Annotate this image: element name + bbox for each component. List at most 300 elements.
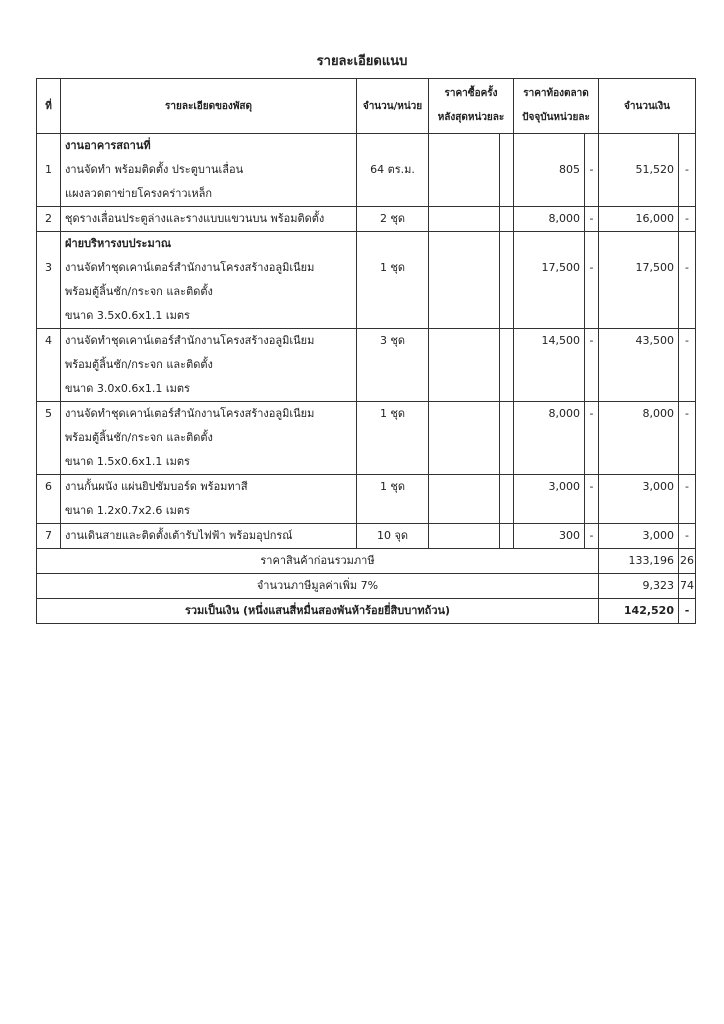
row-last-price-text (429, 353, 495, 377)
row-market-price (514, 499, 585, 524)
row-qty-text (357, 353, 428, 377)
header-last-price-line1: ราคาซื้อครั้ง (444, 88, 498, 99)
row-detail-line-text: งานจัดทำ พร้อมติดตั้ง ประตูบานเลื่อน (65, 163, 244, 176)
row-qty (357, 402, 429, 427)
row-number-text (37, 450, 60, 474)
row-detail-line (61, 450, 357, 475)
row-amount-satang-text (679, 499, 695, 523)
row-number-text (37, 182, 60, 206)
row-detail-line-text: ขนาด 1.5x0.6x1.1 เมตร (65, 455, 190, 468)
header-qty: จำนวน/หน่วย (357, 79, 429, 134)
row-number (37, 524, 61, 549)
row-amount (599, 207, 679, 232)
row-detail-line-text: งานจัดทำชุดเคาน์เตอร์สำนักงานโครงสร้างอลูมิเนียม (65, 407, 315, 420)
subtotal-value: 133,196 (599, 549, 679, 574)
row-market-satang (585, 256, 599, 280)
row-qty-text (357, 304, 428, 328)
header-last-price (429, 79, 514, 134)
row-detail-line (61, 158, 357, 182)
row-qty-text (357, 499, 428, 523)
row-detail-line (61, 182, 357, 207)
row-last-price (429, 426, 500, 450)
row-last-price (429, 377, 500, 402)
row-amount (599, 304, 679, 329)
row-number (37, 475, 61, 500)
header-market-price-line2: ปัจจุบันหน่วยละ (522, 112, 590, 123)
row-market-satang (585, 134, 599, 159)
row-amount-satang (679, 207, 696, 232)
row-number-text: 4 (45, 334, 52, 347)
row-market-price (514, 182, 585, 207)
row-last-price-satang-text (500, 207, 513, 231)
row-detail-line-text: ขนาด 1.2x0.7x2.6 เมตร (65, 504, 190, 517)
row-heading (61, 232, 357, 257)
row-detail-line (61, 304, 357, 329)
row-last-price-text (429, 256, 495, 280)
row-market-price-text: 805 (559, 163, 580, 176)
row-last-price-satang-text (500, 158, 513, 182)
row-market-price (514, 524, 585, 549)
row-last-price-text (429, 280, 495, 304)
row-last-price (429, 450, 500, 475)
items-table (36, 78, 696, 624)
row-amount-text: 3,000 (642, 529, 674, 542)
row-number-text (37, 353, 60, 377)
row-amount-satang (679, 304, 696, 329)
row-last-price (429, 256, 500, 280)
row-detail-line-text: พร้อมตู้ลิ้นชัก/กระจก และติดตั้ง (65, 358, 213, 371)
row-market-price-text (514, 232, 580, 256)
row-market-price (514, 304, 585, 329)
row-last-price-satang-text (500, 426, 513, 450)
row-market-satang-text (585, 232, 598, 256)
row-detail-line-text: งานเดินสายและติดตั้งเต้ารับไฟฟ้า พร้อมอุปกรณ์ (65, 529, 293, 542)
row-last-price-satang (500, 134, 514, 159)
row-amount-text: 8,000 (642, 407, 674, 420)
row-detail-line-text: ขนาด 3.5x0.6x1.1 เมตร (65, 309, 190, 322)
row-amount (599, 232, 679, 257)
row-number-text: 3 (45, 261, 52, 274)
row-market-price (514, 158, 585, 182)
row-last-price-satang-text (500, 353, 513, 377)
total-row (37, 599, 696, 624)
row-market-price (514, 475, 585, 500)
row-amount-satang-text (679, 304, 695, 328)
row-market-satang-text: - (589, 261, 594, 274)
row-amount-text (599, 426, 674, 450)
header-no: ที่ (37, 79, 61, 134)
row-last-price-satang (500, 524, 514, 549)
row-detail-line (61, 402, 357, 427)
row-market-price-text: 8,000 (548, 212, 580, 225)
row-qty (357, 524, 429, 549)
row-market-price-text (514, 280, 580, 304)
row-detail-line (61, 426, 357, 450)
row-amount-satang-text: - (685, 261, 689, 274)
row-last-price-satang-text (500, 182, 513, 206)
table-row (37, 280, 696, 304)
row-amount (599, 377, 679, 402)
row-amount-satang-text (679, 426, 695, 450)
row-last-price-satang-text (500, 499, 513, 523)
row-last-price-satang-text (500, 134, 513, 158)
row-number (37, 158, 61, 182)
header-market-price (514, 79, 599, 134)
row-detail-line-text: งานจัดทำชุดเคาน์เตอร์สำนักงานโครงสร้างอลูมิเนียม (65, 334, 315, 347)
row-market-price (514, 256, 585, 280)
row-market-satang (585, 207, 599, 232)
row-detail-line (61, 353, 357, 377)
row-amount-text (599, 499, 674, 523)
row-detail-line-text: งานกั้นผนัง แผ่นยิปซัมบอร์ด พร้อมทาสี (65, 480, 248, 493)
row-market-price-text (514, 182, 580, 206)
row-market-price-text (514, 353, 580, 377)
row-market-satang (585, 158, 599, 182)
row-heading-text: ฝ่ายบริหารงบประมาณ (65, 237, 172, 250)
row-qty-text (357, 134, 428, 158)
row-qty-text: 64 ตร.ม. (370, 163, 415, 176)
row-last-price-satang-text (500, 377, 513, 401)
row-qty (357, 280, 429, 304)
row-number-text (37, 232, 60, 256)
row-detail-line (61, 499, 357, 524)
subtotal-row (37, 549, 696, 574)
row-market-price (514, 353, 585, 377)
row-last-price-satang-text (500, 450, 513, 474)
row-qty (357, 232, 429, 257)
row-market-satang-text (585, 134, 598, 158)
row-amount (599, 256, 679, 280)
row-amount-satang-text (679, 182, 695, 206)
row-amount (599, 450, 679, 475)
row-last-price-text (429, 304, 495, 328)
row-qty (357, 182, 429, 207)
row-number-text: 7 (45, 529, 52, 542)
row-amount-satang (679, 426, 696, 450)
table-row (37, 524, 696, 549)
row-qty-text (357, 426, 428, 450)
row-number-text (37, 377, 60, 401)
row-last-price-text (429, 232, 495, 256)
row-last-price (429, 304, 500, 329)
row-last-price-satang-text (500, 256, 513, 280)
row-number-text (37, 134, 60, 158)
vat-value: 9,323 (599, 574, 679, 599)
row-qty-text (357, 182, 428, 206)
row-market-satang-text: - (589, 529, 594, 542)
row-market-price-text (514, 499, 580, 523)
row-market-price (514, 134, 585, 159)
row-last-price (429, 207, 500, 232)
row-number (37, 304, 61, 329)
row-amount-satang-text (679, 134, 695, 158)
row-amount-satang (679, 280, 696, 304)
row-qty (357, 329, 429, 354)
row-qty (357, 499, 429, 524)
row-qty (357, 134, 429, 159)
row-market-satang (585, 304, 599, 329)
row-amount-text (599, 450, 674, 474)
table-row (37, 402, 696, 427)
row-market-price-text: 8,000 (548, 407, 580, 420)
row-last-price-satang-text (500, 475, 513, 499)
row-last-price-satang (500, 402, 514, 427)
row-market-satang (585, 353, 599, 377)
row-amount-satang (679, 499, 696, 524)
row-market-price-text: 17,500 (541, 261, 580, 274)
row-amount-satang-text (679, 353, 695, 377)
row-number-text (37, 426, 60, 450)
row-amount (599, 426, 679, 450)
row-amount-satang-text: - (685, 529, 689, 542)
table-row (37, 499, 696, 524)
table-header-row (37, 79, 696, 134)
row-number-text: 2 (45, 212, 52, 225)
row-number (37, 207, 61, 232)
row-last-price-text (429, 450, 495, 474)
vat-row (37, 574, 696, 599)
row-number (37, 182, 61, 207)
row-market-satang (585, 280, 599, 304)
row-market-satang-text (585, 377, 598, 401)
row-market-price-text (514, 450, 580, 474)
row-last-price-satang (500, 280, 514, 304)
row-number-text: 6 (45, 480, 52, 493)
row-amount-text (599, 280, 674, 304)
table-row (37, 304, 696, 329)
header-detail: รายละเอียดของพัสดุ (61, 79, 357, 134)
row-amount (599, 402, 679, 427)
header-market-price-line1: ราคาท้องตลาด (523, 88, 589, 99)
row-amount (599, 280, 679, 304)
row-amount (599, 353, 679, 377)
row-market-price-text (514, 304, 580, 328)
table-row (37, 256, 696, 280)
row-market-satang (585, 232, 599, 257)
row-amount (599, 524, 679, 549)
row-detail-line-text: แผงลวดตาข่ายโครงคร่าวเหล็ก (65, 187, 213, 200)
row-amount-text: 3,000 (642, 480, 674, 493)
row-market-price (514, 329, 585, 354)
row-last-price-text (429, 475, 495, 499)
row-market-satang (585, 402, 599, 427)
row-last-price (429, 524, 500, 549)
table-row (37, 426, 696, 450)
row-number (37, 450, 61, 475)
row-last-price-satang-text (500, 232, 513, 256)
row-market-satang-text (585, 353, 598, 377)
row-market-price-text: 3,000 (548, 480, 580, 493)
row-last-price (429, 475, 500, 500)
row-number (37, 499, 61, 524)
row-market-satang-text (585, 499, 598, 523)
row-amount-satang (679, 256, 696, 280)
row-last-price (429, 353, 500, 377)
row-number-text: 1 (45, 163, 52, 176)
row-last-price-text (429, 134, 495, 158)
row-amount-satang (679, 134, 696, 159)
row-amount-satang-text: - (685, 334, 689, 347)
row-qty-text: 3 ชุด (379, 334, 406, 347)
row-detail-line-text: พร้อมตู้ลิ้นชัก/กระจก และติดตั้ง (65, 431, 213, 444)
row-amount (599, 182, 679, 207)
table-row (37, 134, 696, 159)
row-qty-text: 2 ชุด (379, 212, 406, 225)
row-detail-line (61, 256, 357, 280)
row-last-price-text (429, 158, 495, 182)
row-market-price (514, 377, 585, 402)
row-number-text (37, 280, 60, 304)
row-amount-satang (679, 232, 696, 257)
row-last-price (429, 182, 500, 207)
row-detail-line-text: ชุดรางเลื่อนประตูล่างและรางแบบแขวนบน พร้อมติดตั้ง (65, 212, 325, 225)
row-amount-satang (679, 158, 696, 182)
row-market-satang (585, 377, 599, 402)
row-last-price-text (429, 329, 495, 353)
row-qty-text: 1 ชุด (379, 261, 406, 274)
table-row (37, 377, 696, 402)
table-body (37, 134, 696, 549)
row-market-satang-text (585, 182, 598, 206)
row-number-text (37, 304, 60, 328)
row-market-satang (585, 450, 599, 475)
row-market-satang (585, 329, 599, 354)
row-amount-satang (679, 182, 696, 207)
row-last-price (429, 232, 500, 257)
row-amount-satang (679, 475, 696, 500)
row-market-satang (585, 426, 599, 450)
row-amount-satang (679, 353, 696, 377)
row-last-price-text (429, 524, 495, 548)
row-qty (357, 256, 429, 280)
row-market-satang (585, 182, 599, 207)
row-qty (357, 426, 429, 450)
row-market-satang-text (585, 304, 598, 328)
table-row (37, 475, 696, 500)
row-last-price-satang (500, 475, 514, 500)
row-qty-text: 1 ชุด (379, 480, 406, 493)
row-amount-satang-text: - (685, 480, 689, 493)
row-last-price-satang-text (500, 402, 513, 426)
row-number (37, 134, 61, 159)
row-heading-text: งานอาคารสถานที่ (65, 139, 151, 152)
row-amount-satang (679, 450, 696, 475)
row-last-price (429, 499, 500, 524)
row-market-price-text (514, 426, 580, 450)
row-last-price-satang-text (500, 304, 513, 328)
row-market-satang-text (585, 450, 598, 474)
subtotal-satang: 26 (679, 549, 696, 574)
row-market-price (514, 402, 585, 427)
row-last-price-text (429, 182, 495, 206)
row-detail-line-text: ขนาด 3.0x0.6x1.1 เมตร (65, 382, 190, 395)
row-qty (357, 450, 429, 475)
document-title: รายละเอียดแนบ (316, 54, 408, 69)
row-number-text (37, 499, 60, 523)
row-market-satang (585, 499, 599, 524)
row-amount-text: 16,000 (635, 212, 674, 225)
row-detail-line-text: พร้อมตู้ลิ้นชัก/กระจก และติดตั้ง (65, 285, 213, 298)
row-qty-text (357, 450, 428, 474)
vat-label: จำนวนภาษีมูลค่าเพิ่ม 7% (37, 574, 599, 599)
row-qty-text: 10 จุด (376, 529, 409, 542)
row-amount-text (599, 304, 674, 328)
row-market-price (514, 207, 585, 232)
row-amount-text (599, 377, 674, 401)
row-market-price (514, 280, 585, 304)
row-detail-line (61, 475, 357, 500)
row-market-price (514, 232, 585, 257)
row-amount-text: 51,520 (635, 163, 674, 176)
table-row (37, 232, 696, 257)
row-number (37, 232, 61, 257)
row-last-price (429, 329, 500, 354)
row-amount-satang (679, 524, 696, 549)
header-amount: จำนวนเงิน (599, 79, 696, 134)
row-last-price-satang (500, 304, 514, 329)
row-amount (599, 475, 679, 500)
row-amount-satang (679, 402, 696, 427)
row-last-price-text (429, 377, 495, 401)
header-last-price-line2: หลังสุดหน่วยละ (437, 112, 505, 123)
row-market-satang-text: - (589, 480, 594, 493)
total-satang: - (679, 599, 696, 624)
row-detail-line (61, 207, 357, 232)
row-qty (357, 207, 429, 232)
row-market-satang-text (585, 280, 598, 304)
row-market-satang-text: - (589, 163, 594, 176)
row-qty-text (357, 280, 428, 304)
row-market-price (514, 426, 585, 450)
total-label: รวมเป็นเงิน (หนึ่งแสนสี่หมื่นสองพันห้าร้อยยี่สิบบาทถ้วน) (37, 599, 599, 624)
table-row (37, 353, 696, 377)
row-heading (61, 134, 357, 159)
total-value: 142,520 (599, 599, 679, 624)
row-amount (599, 134, 679, 159)
table-row (37, 329, 696, 354)
row-qty (357, 353, 429, 377)
row-detail-line (61, 377, 357, 402)
row-last-price-satang (500, 182, 514, 207)
row-market-satang-text: - (589, 212, 594, 225)
row-market-price-text: 300 (559, 529, 580, 542)
row-amount-text: 43,500 (635, 334, 674, 347)
row-last-price-text (429, 402, 495, 426)
row-last-price-satang (500, 353, 514, 377)
row-number (37, 377, 61, 402)
row-amount-satang-text: - (685, 212, 689, 225)
row-qty (357, 377, 429, 402)
row-last-price-satang (500, 207, 514, 232)
row-last-price-satang (500, 499, 514, 524)
row-number (37, 353, 61, 377)
row-qty (357, 304, 429, 329)
row-last-price (429, 280, 500, 304)
row-amount (599, 499, 679, 524)
row-last-price-satang-text (500, 280, 513, 304)
row-detail-line (61, 524, 357, 549)
row-market-satang-text (585, 426, 598, 450)
row-amount (599, 158, 679, 182)
row-detail-line (61, 280, 357, 304)
table-row (37, 450, 696, 475)
row-amount-satang-text (679, 232, 695, 256)
row-last-price-text (429, 207, 495, 231)
row-last-price-satang (500, 256, 514, 280)
row-amount-satang-text (679, 450, 695, 474)
row-last-price (429, 134, 500, 159)
row-qty-text (357, 377, 428, 401)
